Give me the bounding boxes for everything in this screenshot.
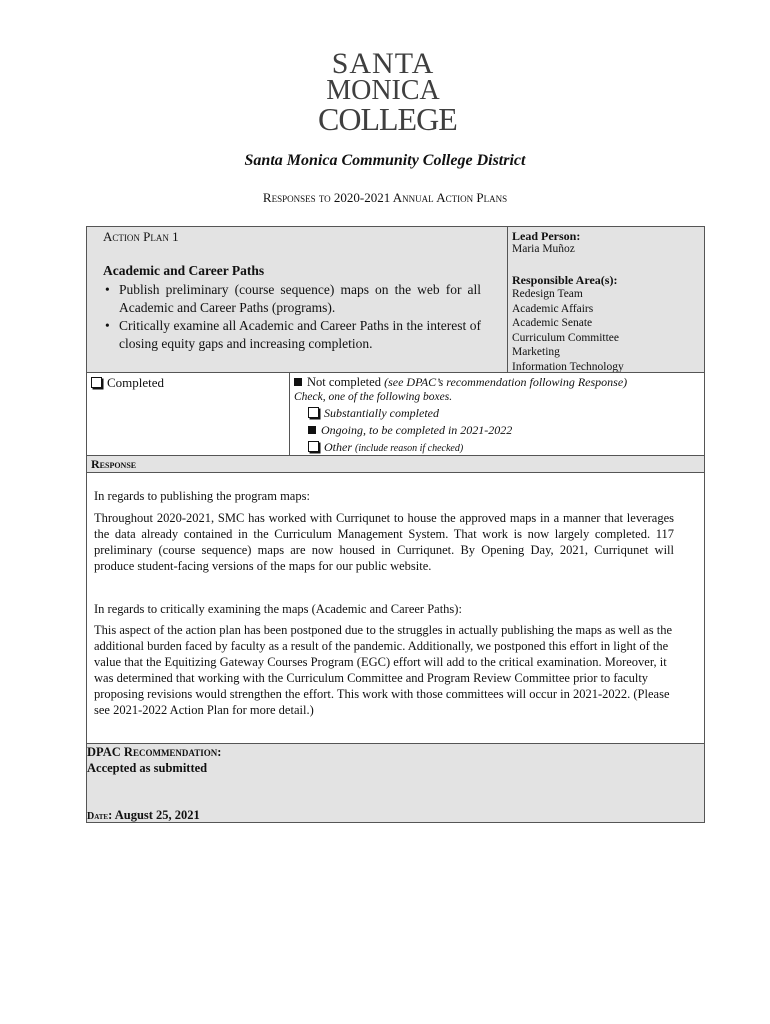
checkbox-empty-icon[interactable] [308, 441, 319, 452]
lead-person-label: Lead Person: [512, 229, 581, 243]
action-plan-heading: Academic and Career Paths [103, 263, 265, 278]
dpac-recommendation-label: DPAC Recommendation: [87, 745, 222, 759]
response-header [86, 455, 705, 473]
option-label: Other [324, 440, 352, 454]
response-paragraph: This aspect of the action plan has been postponed due to the struggles in actually publishing the maps as well as the additional burden faced by faculty as a result of the pandemic. Additionally, we postponed this effort in light of the value that the Equitizing Gateway Courses Program (EGC) effort will add to the critical examination. Moreover, it was determined that working with the Curriculum Committee and Program Review Committee prior to faculty proposing revisions would strengthen the effort. This work with those committees will occur in 2021-2022. (Please see 2021-2022 Action Plan for more detail.) [94, 623, 672, 717]
checkbox-filled-icon[interactable] [294, 378, 302, 386]
action-plan-bullets [103, 281, 481, 352]
action-plan-bullet: • Publish preliminary (course sequence) maps on the web for all Academic and Career Paths (programs). [103, 281, 481, 316]
completed-label: Completed [107, 375, 165, 390]
document-title: Responses to 2020-2021 Annual Action Plans [262, 190, 508, 205]
responsible-area: Redesign Team [512, 288, 583, 300]
option-ongoing[interactable] [308, 423, 512, 438]
completed-cell [86, 372, 290, 456]
date-label: Date [87, 811, 109, 822]
response-body [86, 472, 705, 744]
date-row: Date: August 25, 2021 [87, 808, 200, 822]
response-paragraph: Throughout 2020-2021, SMC has worked with Curriqunet to house the approved maps in a manner that leverages the data already contained in the Curriculum Management System. That work is now largely completed. 117 preliminary (course sequence) maps are now housed in Curriqunet. By Opening Day, 2021, Curriqunet will produce student-facing versions of the maps for our public website. [94, 511, 674, 573]
option-label: Substantially completed [324, 406, 439, 420]
not-completed-row[interactable] [294, 375, 627, 390]
response-paragraph: In regards to critically examining the maps (Academic and Career Paths): [94, 602, 462, 616]
not-completed-label: Not completed [307, 375, 381, 389]
option-note: (include reason if checked) [355, 443, 464, 454]
option-label: Ongoing, to be completed in 2021-2022 [321, 423, 513, 437]
action-plan-box [86, 226, 508, 373]
dpac-recommendation-value: Accepted as submitted [87, 761, 208, 775]
date-value: August 25, 2021 [114, 808, 200, 822]
option-other[interactable] [308, 440, 463, 455]
action-plan-label: Action Plan 1 [103, 229, 179, 244]
college-logo [318, 47, 457, 137]
response-paragraph: In regards to publishing the program maps: [94, 489, 310, 503]
responsible-area: Curriculum Committee [512, 331, 619, 344]
responsible-areas-label: Responsible Area(s): [512, 273, 618, 287]
responsible-areas-list [512, 287, 624, 374]
not-completed-note: (see DPAC’s recommendation following Response) [384, 375, 628, 389]
checkbox-empty-icon[interactable] [308, 407, 319, 418]
check-instruction: Check, one of the following boxes. [294, 391, 453, 403]
responsible-area: Academic Senate [512, 317, 593, 329]
lead-person-name: Maria Muñoz [512, 243, 575, 255]
district-name: Santa Monica Community College District [244, 152, 526, 169]
logo-line-2: MONICA [326, 75, 440, 106]
logo-line-3: COLLEGE [318, 101, 457, 137]
logo-line-1: SANTA [331, 47, 435, 80]
responsible-area: Academic Affairs [512, 302, 594, 315]
responsible-area: Information Technology [512, 360, 624, 373]
response-label: Response [91, 457, 137, 471]
responsible-area: Marketing [512, 346, 560, 358]
option-substantially-completed[interactable] [308, 406, 439, 421]
status-cell [289, 372, 705, 456]
lead-person-box [507, 226, 705, 373]
checkbox-empty-icon[interactable] [91, 377, 102, 388]
action-plan-bullet: • Critically examine all Academic and Career Paths in the interest of closing equity gaps and increasing completion. [103, 317, 481, 352]
completed-checkbox-row[interactable] [91, 375, 164, 391]
checkbox-filled-icon[interactable] [308, 426, 316, 434]
dpac-recommendation-box [86, 743, 705, 823]
